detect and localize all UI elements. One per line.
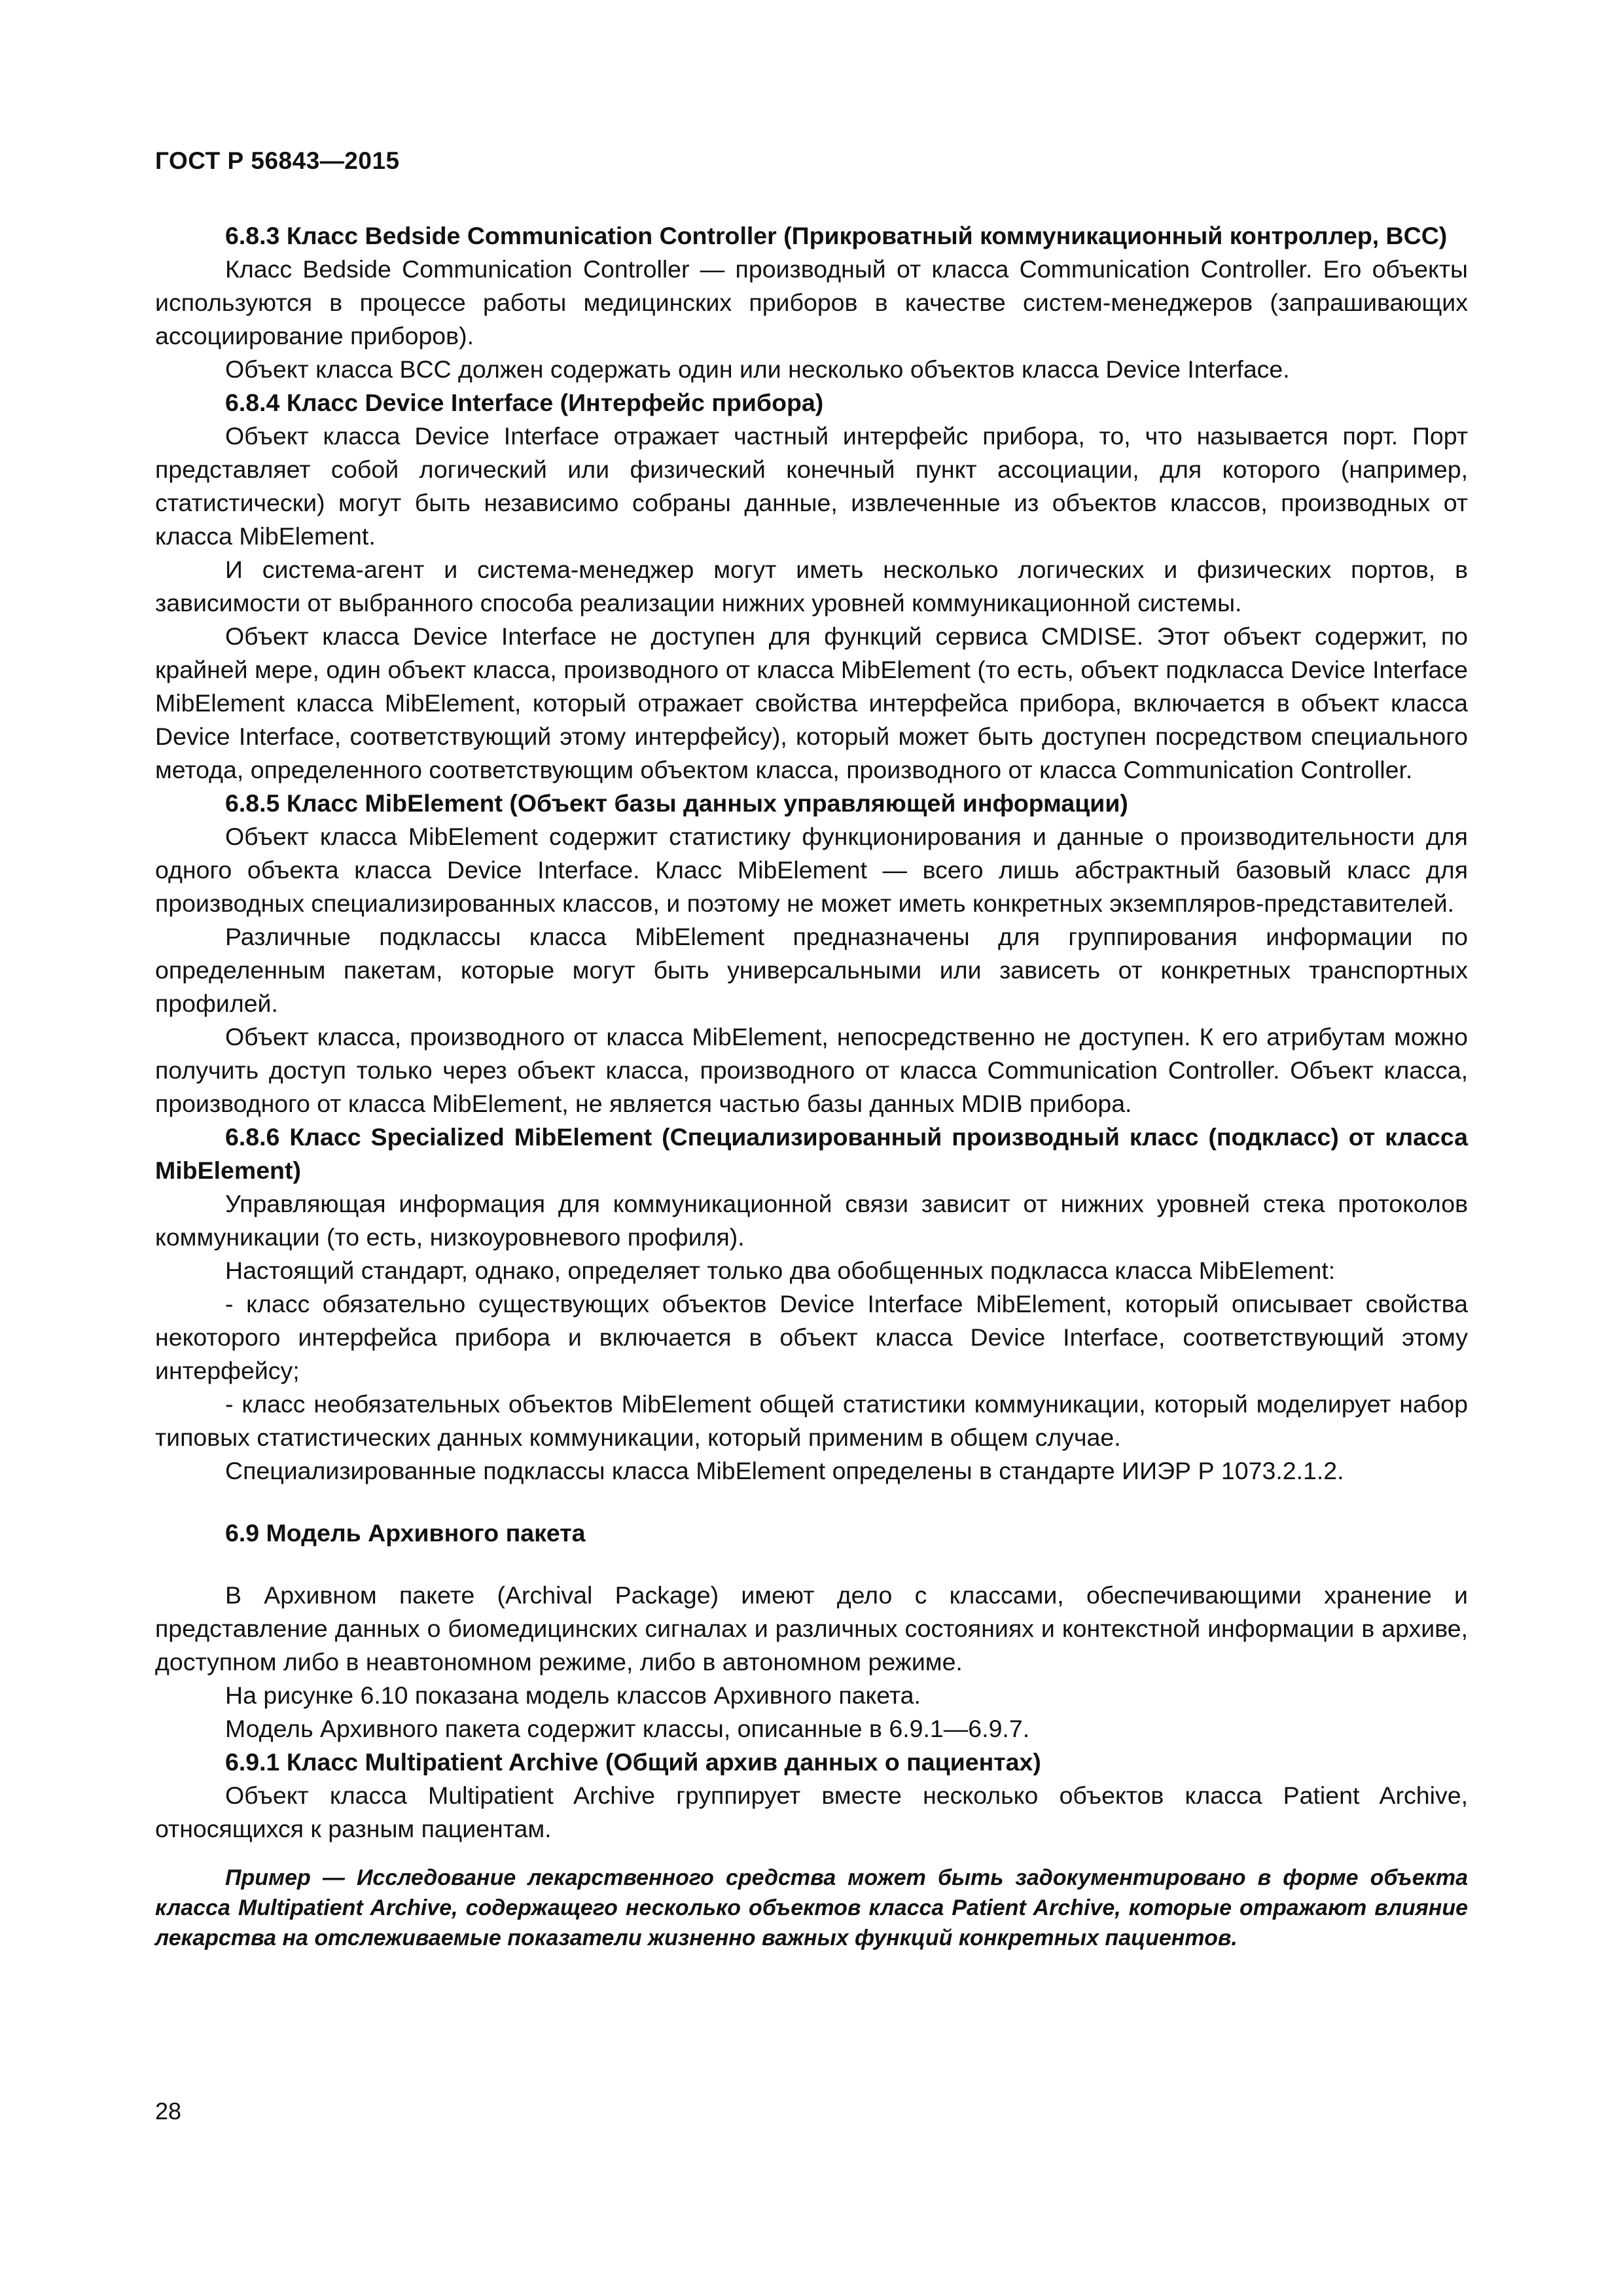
paragraph: Специализированные подклассы класса MibElement определены в стандарте ИИЭР Р 1073.2.1.2. <box>225 1457 1344 1484</box>
heading-6-8-3: 6.8.3 Класс Bedside Communication Controller (Прикроватный коммуникационный контроллер, BCC) <box>225 222 1448 249</box>
example-note: Пример — Исследование лекарственного средства может быть задокументировано в форме объекта класса Multipatient Archive, содержащего несколько объектов класса Patient Archive, которые отражают влияние лекарства на отслеживаемые показатели жизненно важных функций конкретных пациентов. <box>155 1865 1468 1950</box>
paragraph: На рисунке 6.10 показана модель классов Архивного пакета. <box>225 1681 921 1709</box>
paragraph: Объект класса, производного от класса MibElement, непосредственно не доступен. К его атрибутам можно получить доступ только через объект класса, производного от класса Communication Controller. Объект класса, производного от класса MibElement, не является частью базы данных MDIB прибора. <box>155 1023 1468 1117</box>
paragraph: Объект класса BCC должен содержать один или несколько объектов класса Device Interface. <box>225 355 1290 383</box>
paragraph: Объект класса Multipatient Archive группирует вместе несколько объектов класса Patient Archive, относящихся к разным пациентам. <box>155 1782 1468 1842</box>
heading-6-9-1: 6.9.1 Класс Multipatient Archive (Общий архив данных о пациентах) <box>225 1748 1041 1776</box>
heading-6-8-5: 6.8.5 Класс MibElement (Объект базы данных управляющей информации) <box>225 789 1128 817</box>
paragraph: И система-агент и система-менеджер могут иметь несколько логических и физических портов, в зависимости от выбранного способа реализации нижних уровней коммуникационной системы. <box>155 556 1468 617</box>
heading-6-8-6: 6.8.6 Класс Specialized MibElement (Специализированный производный класс (подкласс) от класса MibElement) <box>155 1123 1468 1184</box>
document-body <box>155 219 1468 1953</box>
heading-6-8-4: 6.8.4 Класс Device Interface (Интерфейс прибора) <box>225 389 824 416</box>
paragraph: Настоящий стандарт, однако, определяет только два обобщенных подкласса класса MibElement: <box>225 1257 1336 1284</box>
list-item: - класс необязательных объектов MibElement общей статистики коммуникации, который моделирует набор типовых статистических данных коммуникации, который применим в общем случае. <box>155 1390 1468 1451</box>
paragraph: В Архивном пакете (Archival Package) имеют дело с классами, обеспечивающими хранение и представление данных о биомедицинских сигналах и различных состояниях и контекстной информации в архиве, доступном либо в неавтономном режиме, либо в автономном режиме. <box>155 1581 1468 1676</box>
paragraph: Объект класса Device Interface не доступен для функций сервиса CMDISE. Этот объект содержит, по крайней мере, один объект класса, производного от класса MibElement (то есть, объект подкласса Device Interface MibElement класса MibElement, который отражает свойства интерфейса прибора, включается в объект класса Device Interface, соответствующий этому интерфейсу), который может быть доступен посредством специального метода, определенного соответствующим объектом класса, производного от класса Communication Controller. <box>155 622 1468 783</box>
paragraph: Управляющая информация для коммуникационной связи зависит от нижних уровней стека протоколов коммуникации (то есть, низкоуровневого профиля). <box>155 1190 1468 1251</box>
paragraph: Класс Bedside Communication Controller — производный от класса Communication Controller. Его объекты используются в процессе работы медицинских приборов в качестве систем-менеджеров (запрашивающих ассоциирование приборов). <box>155 255 1468 350</box>
paragraph: Объект класса Device Interface отражает частный интерфейс прибора, то, что называется порт. Порт представляет собой логический или физический конечный пункт ассоциации, для которого (например, статистически) могут быть независимо собраны данные, извлеченные из объектов классов, производных от класса MibElement. <box>155 422 1468 550</box>
paragraph: Различные подклассы класса MibElement предназначены для группирования информации по определенным пакетам, которые могут быть универсальными или зависеть от конкретных транспортных профилей. <box>155 923 1468 1017</box>
page-header: ГОСТ Р 56843—2015 <box>155 147 400 174</box>
paragraph: Модель Архивного пакета содержит классы, описанные в 6.9.1—6.9.7. <box>225 1715 1030 1742</box>
page-number: 28 <box>155 2098 182 2125</box>
list-item: - класс обязательно существующих объектов Device Interface MibElement, который описывает свойства некоторого интерфейса прибора и включается в объект класса Device Interface, соответствующий этому интерфейсу; <box>155 1290 1468 1384</box>
section-heading-6-9: 6.9 Модель Архивного пакета <box>225 1519 586 1547</box>
paragraph: Объект класса MibElement содержит статистику функционирования и данные о производительности для одного объекта класса Device Interface. Класс MibElement — всего лишь абстрактный базовый класс для производных специализированных классов, и поэтому не может иметь конкретных экземпляров-представителей. <box>155 823 1468 917</box>
